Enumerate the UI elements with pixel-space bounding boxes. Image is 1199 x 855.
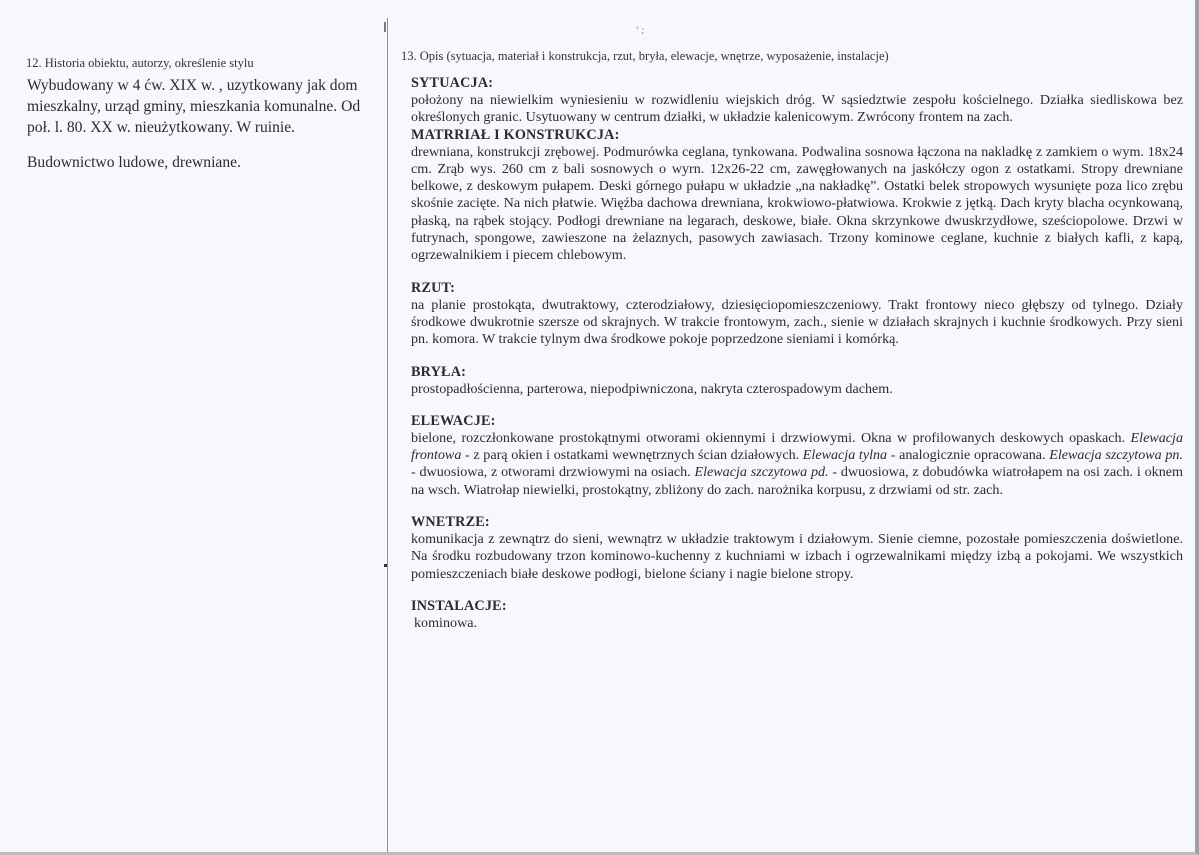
instalacje-section	[411, 598, 1183, 632]
elewacje-section	[411, 413, 1183, 499]
wnetrze-title: WNETRZE:	[411, 514, 490, 531]
elewacja-szczytowa-pd-label: Elewacja szczytowa pd.	[694, 464, 829, 481]
elewacje-text-1: bielone, rozczłonkowane prostokątnymi otworami okiennymi i drzwiowymi. Okna w profilowanych deskowych opaskach.	[411, 429, 1131, 446]
description-body	[411, 75, 1183, 632]
bryla-section	[411, 364, 1183, 398]
elewacje-text	[411, 430, 1183, 499]
elewacje-title: ELEWACJE:	[411, 412, 496, 429]
divider-tick-mark	[384, 22, 386, 32]
divider-dot-mark	[384, 564, 387, 567]
section-13-heading: 13. Opis (sytuacja, materiał i konstrukcja, rzut, bryła, elewacje, wnętrze, wyposażenie, instalacje)	[401, 49, 889, 63]
history-body	[27, 75, 372, 173]
bryla-title: BRYŁA:	[411, 363, 467, 380]
rzut-title: RZUT:	[411, 279, 456, 296]
elewacja-szczytowa-pn-label: Elewacja szczytowa pn.	[1049, 447, 1183, 464]
sytuacja-section	[411, 75, 1183, 127]
elewacje-text-3: - analogicznie opracowana.	[887, 447, 1050, 464]
rzut-text: na planie prostokąta, dwutraktowy, czterodziałowy, dziesięciopomieszczeniowy. Trakt frontowy nieco głębszy od tylnego. Działy środkowe dwukrotnie szersze od skrajnych. W trakcie frontowym, zach., sienie w działach skrajnych i kuchnie środkowych. Przy sieni pn. komora. W trakcie tylnym dwa środkowe pokoje poprzedzone sieniami i komórką.	[411, 296, 1183, 348]
left-column	[0, 18, 388, 853]
wnetrze-text: komunikacja z zewnątrz do sieni, wewnątrz w układzie traktowym i działowym. Sienie ciemne, pozostałe pomieszczenia doświetlone. Na środku rozbudowany trzon kominowo-kuchenny z kuchniami w izbach i ogrzewalnikami między izbą a pokojami. We wszystkich pomieszczeniach białe deskowe podłogi, bielone ściany i nagie bielone stropy.	[411, 531, 1183, 582]
rzut-section	[411, 280, 1183, 349]
elewacja-frontowa-label: Elewacja frontowa	[411, 429, 1183, 464]
material-section	[411, 127, 1183, 265]
material-title: MATRRIAŁ I KONSTRUKCJA:	[411, 126, 620, 143]
instalacje-title: INSTALACJE:	[411, 597, 507, 614]
bryla-text: prostopadłościenna, parterowa, niepodpiwniczona, nakryta czterospadowym dachem.	[411, 380, 893, 397]
material-text: drewniana, konstrukcji zrębowej. Podmurówka ceglana, tynkowana. Podwalina sosnowa łączona na nakladkę z zamkiem o wym. 18x24 cm. Zrąb wys. 260 cm z bali sosnowych o wyrn. 12x26-22 cm, zawęgłowanych na jaskółczy ogon z ostatkami. Stropy drewniane belkowe, z deskowym pułapem. Deski górnego pułapu w układzie „na nakładkę”. Ostatki belek stropowych wysunięte poza lico zrębu skośnie zacięte. Na nich płatwie. Więźba dachowa drewniana, krokwiowo-płatwiowa. Krokwie z jętką. Dach kryty blacha ocynkowaną, płaską, na rąbek stojący. Podłogi drewniane na legarach, deskowe, białe. Okna skrzynkowe dwuskrzydłowe, sześciopolowe. Drzwi w futrynach, spongowe, zawieszone na żelaznych, pasowych zawiasach. Trzony kominowe ceglane, kuchnie z białych kafli, z kapą, ogrzewalnikiem i piecem chlebowym.	[411, 143, 1183, 264]
elewacja-tylna-label: Elewacja tylna	[802, 447, 888, 464]
wnetrze-section	[411, 514, 1183, 583]
scan-speck: ' ;	[636, 26, 645, 36]
style-paragraph: Budownictwo ludowe, drewniane.	[27, 154, 241, 171]
history-paragraph: Wybudowany w 4 ćw. XIX w. , uzytkowany jak dom mieszkalny, urząd gminy, mieszkania komunalne. Od poł. l. 80. XX w. nieużytkowany. W ruinie.	[27, 77, 361, 136]
sytuacja-title: SYTUACJA:	[411, 75, 494, 91]
elewacje-text-4: - dwuosiowa, z otworami drzwiowymi na osiach.	[411, 464, 695, 481]
section-12-heading: 12. Historia obiektu, autorzy, określenie stylu	[26, 56, 254, 70]
elewacje-text-2: - z parą okien i ostatkami wewnętrznych ścian działowych.	[461, 447, 803, 464]
right-column	[388, 18, 1195, 853]
elewacje-text-5: - dwuosiowa, z dobudówka wiatrołapem na osi zach. i oknem na wsch. Wiatrołap niewielki, prostokątny, zbliżony do zach. narożnika korpusu, z drzwiami od str. zach.	[411, 464, 1183, 498]
instalacje-text: kominowa.	[414, 614, 478, 631]
sytuacja-text: położony na niewielkim wyniesieniu w rozwidleniu wiejskich dróg. W sąsiedztwie zespołu kościelnego. Działka siedliskowa bez określonych granic. Usytuowany w centrum działki, w układzie kalenicowym. Zwrócony frontem na zach.	[411, 92, 1183, 126]
